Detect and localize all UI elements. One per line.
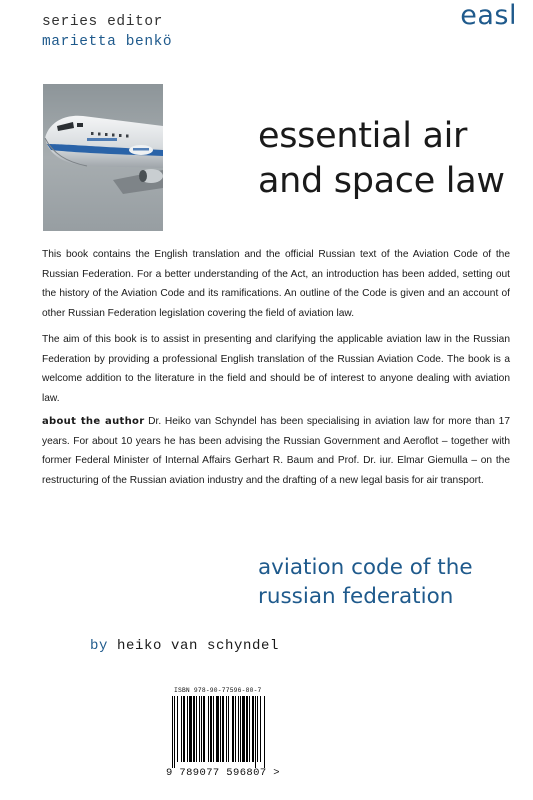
description-paragraph-2: The aim of this book is to assist in presenting and clarifying the applicable aviation law in the Russian Federation by providing a professional English translation of the Russian Aviation Code. The book is a welcome addition to the literature in the field and should be of interest to anyone dealing with aviation law. [42, 334, 510, 404]
barcode-bar [264, 696, 265, 768]
barcode-bar [252, 696, 254, 762]
barcode-digits: 9 789077 596807 > [166, 767, 280, 779]
barcode-bar [249, 696, 250, 762]
barcode-bar [240, 696, 241, 762]
barcode-bar [181, 696, 182, 762]
series-editor-name: marietta benkö [42, 34, 173, 50]
barcode-bar [201, 696, 202, 762]
barcode-bar [213, 696, 214, 762]
barcode-bar [235, 696, 236, 762]
barcode-bar [196, 696, 197, 762]
about-author-paragraph [42, 412, 510, 490]
barcode-bar [203, 696, 205, 762]
barcode-bar [228, 696, 229, 762]
isbn-barcode [166, 687, 280, 791]
barcode-bar [255, 696, 256, 768]
barcode-bar [208, 696, 209, 762]
barcode-bar [232, 696, 234, 762]
series-title [258, 114, 528, 204]
barcode-bar [216, 696, 219, 762]
byline-by: by [90, 638, 109, 654]
byline-author: heiko van schyndel [117, 638, 280, 654]
barcode-bar [238, 696, 239, 762]
isbn-label: ISBN 978-90-77596-80-7 [174, 687, 262, 694]
cover-photo-airplane [43, 84, 163, 231]
author-byline [90, 638, 279, 654]
barcode-bar [246, 696, 248, 762]
book-title [258, 553, 523, 611]
series-editor-label: series editor [42, 14, 163, 30]
series-title-line-2: and space law [258, 161, 505, 201]
barcode-bar [226, 696, 227, 762]
barcode-bar [242, 696, 245, 762]
barcode-bar [187, 696, 188, 762]
barcode-bar [183, 696, 185, 762]
barcode-bar [177, 696, 178, 762]
book-title-line-1: aviation code of the [258, 555, 473, 580]
series-title-line-1: essential air [258, 116, 468, 156]
barcode-bar [222, 696, 224, 762]
barcode-bar [172, 696, 173, 768]
barcode-bar [193, 696, 195, 762]
barcode-bar [257, 696, 258, 762]
airplane-illustration [43, 84, 163, 231]
about-author-label: about the author [42, 416, 145, 427]
barcode-bar [220, 696, 221, 762]
description-paragraph-1: This book contains the English translation and the official Russian text of the Aviation Code of the Russian Federation. For a better understanding of the Act, an introduction has been added, setting out the history of the Aviation Code and its ramifications. An outline of the Code is given and an account of other Russian Federation legislation covering the field of aviation law. [42, 249, 510, 319]
barcode-bars [166, 696, 272, 768]
barcode-bar [174, 696, 175, 768]
book-title-line-2: russian federation [258, 584, 454, 609]
about-author-text: Dr. Heiko van Schyndel has been specialising in aviation law for more than 17 years. For about 10 years he has been advising the Russian Government and Aeroflot – together with former Federal Minister of Internal Affairs Gerhart R. Baum and Prof. Dr. iur. Elmar Giemulla – on the restructuring of the Russian aviation industry and the drafting of a new legal basis for air transport. [42, 416, 510, 486]
easl-logo: easl [460, 0, 517, 31]
barcode-bar [260, 696, 261, 762]
barcode-bar [189, 696, 192, 762]
barcode-bar [199, 696, 200, 762]
barcode-bar [210, 696, 212, 762]
